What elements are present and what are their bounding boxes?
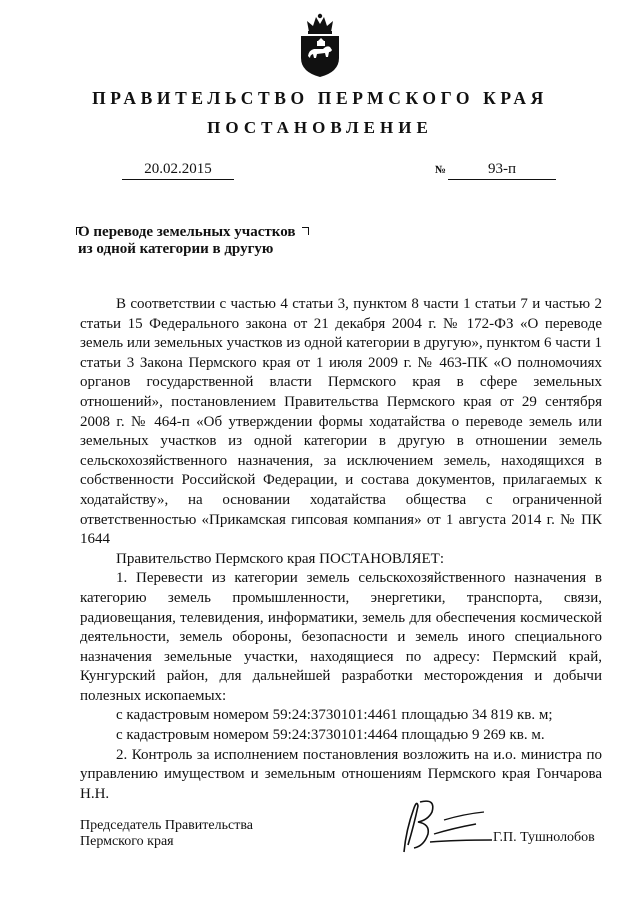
body-paragraph-item-2: 2. Контроль за исполнением постановления возложить на и.о. министра по управлению имуществом и земельным отношениям Пермского края Гончарова Н.Н. [80,746,602,802]
coat-of-arms-icon [297,12,343,78]
document-subject [78,224,295,258]
document-number: 93-п [448,160,556,180]
number-label: № [435,164,447,176]
body-paragraph-legal-basis: В соответствии с частью 4 статьи 3, пунктом 8 части 1 статьи 7 и частью 2 статьи 15 Федерального закона от 21 декабря 2004 г. № 172-ФЗ «О переводе земель или земельных участков из одной категории в другую», пунктом 6 части 1 статьи 3 Закона Пермского края от 1 июля 2009 г. № 463-ПК «О полномочиях органов государственной власти Пермского края в сфере земельных отношений», постановлением Правительства Пермского края от 29 сентября 2008 г. № 464-п «Об утверждении формы ходатайства о переводе земель или земельных участков из одной категории в другую в отношении земель сельскохозяйственного назначения, за исключением земель, находящихся в собственности Российской Федерации, и состава документов, прилагаемых к ходатайству», на основании ходатайства общества с ограниченной ответственностью «Прикамская гипсовая компания» от 1 августа 2014 г. № ПК 1644 [80,296,602,548]
handwritten-signature [384,790,494,860]
subject-line-2: из одной категории в другую [78,241,274,257]
body-paragraph-parcel-2: с кадастровым номером 59:24:3730101:4464 площадью 9 269 кв. м. [116,727,545,744]
document-date: 20.02.2015 [122,160,234,180]
body-paragraph-resolves: Правительство Пермского края ПОСТАНОВЛЯЕТ: [116,550,445,567]
body-paragraph-item-1: 1. Перевести из категории земель сельскохозяйственного назначения в категорию земель промышленности, энергетики, транспорта, связи, радиовещания, телевидения, информатики, земель для обеспечения космической деятельности, земель обороны, безопасности и земель иного специального назначения земельные участки, находящиеся по адресу: Пермский край, Кунгурский район, для дальнейшей разработки месторождения и добычи полезных ископаемых: [80,570,602,704]
body-paragraph-parcel-1: с кадастровым номером 59:24:3730101:4461 площадью 34 819 кв. м; [116,707,553,724]
signer-position-line-1: Председатель Правительства [80,818,253,833]
subject-corner-mark-right [302,227,309,235]
subject-line-1: О переводе земельных участков [78,224,296,240]
signer-name: Г.П. Тушнолобов [493,830,595,845]
document-type: ПОСТАНОВЛЕНИЕ [207,118,433,137]
signer-position [80,818,253,850]
signer-position-line-2: Пермского края [80,834,174,849]
document-body [80,295,602,804]
government-title: ПРАВИТЕЛЬСТВО ПЕРМСКОГО КРАЯ [92,88,548,108]
